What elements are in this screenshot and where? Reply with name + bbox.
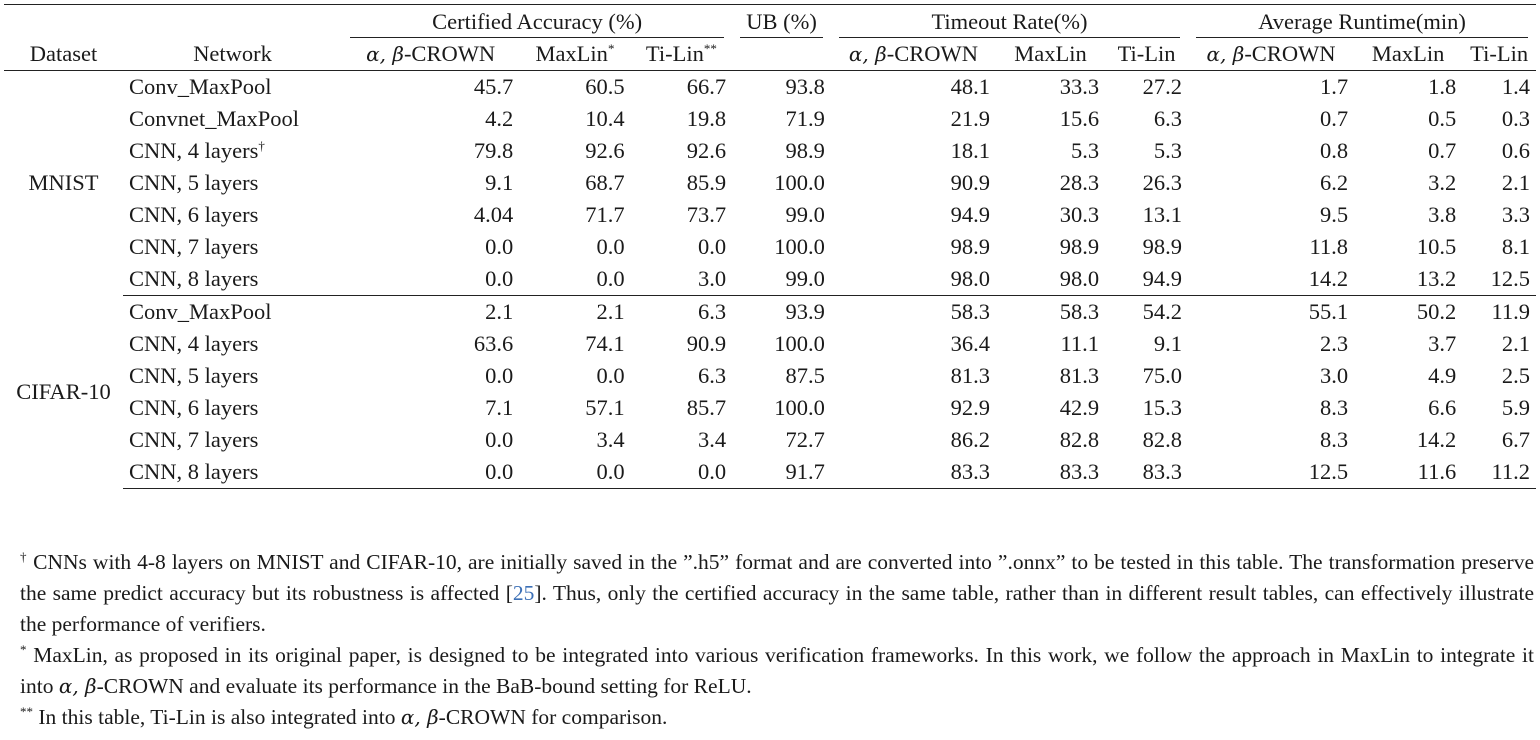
ca-maxlin-cell: 0.0	[596, 234, 625, 259]
footnote-mark: *	[607, 41, 615, 56]
table-row	[4, 360, 1536, 392]
to-crown-cell: 90.9	[950, 170, 990, 195]
rt-crown-cell: 9.5	[1319, 202, 1349, 227]
table-row	[4, 231, 1536, 263]
rt-crown-cell: 0.8	[1319, 138, 1349, 163]
to-tilin-cell: 83.3	[1105, 456, 1188, 489]
ub-cell: 93.8	[785, 74, 825, 99]
rt-crown-cell: 11.8	[1309, 234, 1349, 259]
header-dataset: Dataset	[4, 38, 123, 71]
to-tilin-cell: 82.8	[1142, 427, 1183, 452]
network-name: CNN, 6 layers	[129, 395, 259, 420]
network-name: CNN, 7 layers	[129, 234, 259, 259]
rt-tilin-cell: 8.1	[1501, 234, 1530, 259]
footnote-text: -CROWN and evaluate its performance in the BaB-bound setting for ReLU.	[96, 674, 752, 698]
ub-cell: 72.7	[785, 427, 825, 452]
rt-tilin-cell: 6.7	[1501, 427, 1530, 452]
table-row	[4, 328, 1536, 360]
footnote	[20, 640, 1534, 702]
rt-maxlin-cell: 0.7	[1428, 138, 1457, 163]
rt-crown-cell: 12.5	[1188, 456, 1354, 489]
ca-crown-cell: 0.0	[342, 263, 519, 296]
to-crown-cell: 21.9	[950, 106, 990, 131]
table-row	[4, 103, 1536, 135]
ca-crown-cell: 63.6	[473, 331, 514, 356]
ca-crown-cell: 0.0	[485, 363, 514, 388]
ub-cell: 100.0	[774, 170, 825, 195]
ub-cell: 100.0	[774, 234, 825, 259]
footnote-text: In this table, Ti-Lin is also integrated into	[33, 705, 401, 729]
ca-tilin-cell: 3.0	[631, 263, 733, 296]
to-maxlin-cell: 98.9	[1059, 234, 1100, 259]
network-name: CNN, 8 layers	[123, 456, 342, 489]
ca-tilin-cell: 0.0	[631, 456, 733, 489]
ca-maxlin-cell: 57.1	[585, 395, 625, 420]
footnote-mark: †	[258, 138, 265, 153]
to-tilin-cell: 27.2	[1142, 74, 1183, 99]
to-maxlin-cell: 33.3	[1059, 74, 1100, 99]
network-name: Convnet_MaxPool	[129, 106, 300, 131]
rt-maxlin-cell: 4.9	[1428, 363, 1457, 388]
ub-cell: 99.0	[732, 263, 831, 296]
ca-crown-cell: 4.04	[473, 202, 514, 227]
rt-maxlin-cell: 3.2	[1428, 170, 1457, 195]
table-row	[4, 392, 1536, 424]
to-tilin-cell: 13.1	[1142, 202, 1183, 227]
rt-tilin-cell: 5.9	[1501, 395, 1530, 420]
math-symbol: α, β	[400, 705, 439, 729]
citation-link[interactable]: 25	[512, 581, 535, 605]
footnote-mark: †	[20, 549, 28, 564]
network-name: CNN, 7 layers	[129, 427, 259, 452]
to-tilin-cell: 54.2	[1142, 299, 1183, 324]
table-row	[4, 135, 1536, 167]
to-tilin-cell: 6.3	[1153, 106, 1183, 131]
ca-crown-cell: 0.0	[485, 234, 514, 259]
rt-maxlin-cell: 3.7	[1428, 331, 1457, 356]
ca-tilin-cell: 6.3	[698, 363, 727, 388]
table-body	[4, 71, 1536, 489]
to-tilin-cell: 75.0	[1142, 363, 1183, 388]
to-maxlin-cell: 58.3	[1059, 299, 1100, 324]
network-name: CNN, 4 layers†	[129, 138, 265, 163]
rt-tilin-cell: 3.3	[1501, 202, 1530, 227]
header-ub: UB (%)	[732, 5, 831, 39]
ca-maxlin-cell: 0.0	[596, 363, 625, 388]
rt-maxlin-cell: 14.2	[1416, 427, 1457, 452]
rt-tilin-cell: 2.1	[1501, 170, 1530, 195]
ca-tilin-cell: 85.9	[686, 170, 727, 195]
footnote-text: ]. Thus, only the certified accuracy in the same table, rather than in different result tables, can effectively illustrate the performance of verifiers.	[20, 581, 1534, 636]
network-name: Conv_MaxPool	[129, 299, 272, 324]
to-crown-cell: 92.9	[950, 395, 990, 420]
rt-crown-cell: 8.3	[1319, 427, 1349, 452]
to-maxlin-cell: 81.3	[1059, 363, 1100, 388]
to-maxlin-cell: 82.8	[1059, 427, 1100, 452]
ca-tilin-cell: 66.7	[686, 74, 727, 99]
ca-crown-cell: 45.7	[473, 74, 514, 99]
ca-crown-cell: 79.8	[473, 138, 514, 163]
header-to-tilin: Ti-Lin	[1105, 38, 1188, 71]
ub-cell: 99.0	[785, 202, 825, 227]
ca-maxlin-cell: 74.1	[585, 331, 625, 356]
ca-maxlin-cell: 10.4	[585, 106, 625, 131]
to-crown-cell: 98.9	[950, 234, 990, 259]
table-row	[4, 199, 1536, 231]
ub-cell: 93.9	[785, 299, 825, 324]
rt-tilin-cell: 0.6	[1501, 138, 1530, 163]
to-maxlin-cell: 83.3	[996, 456, 1105, 489]
rt-crown-cell: 0.7	[1319, 106, 1349, 131]
footnote-text: [	[505, 581, 513, 605]
to-crown-cell: 94.9	[950, 202, 990, 227]
ca-tilin-cell: 73.7	[686, 202, 727, 227]
ca-crown-cell: 0.0	[342, 456, 519, 489]
header-ub-empty	[732, 38, 831, 71]
rt-crown-cell: 2.3	[1319, 331, 1349, 356]
to-crown-cell: 86.2	[950, 427, 990, 452]
to-crown-cell: 18.1	[950, 138, 990, 163]
header-rt-tilin: Ti-Lin	[1462, 38, 1536, 71]
network-name: CNN, 5 layers	[129, 363, 259, 388]
footnote-text: CNNs with 4-8 layers on MNIST and CIFAR-10, are initially saved in the ”.h5” format and are converted into ”.onnx” to be tested in this table. The transformation preserve the same predict accuracy but its robustness is affected	[20, 550, 1535, 605]
to-maxlin-cell: 98.0	[996, 263, 1105, 296]
dataset-label: CIFAR-10	[16, 379, 111, 404]
rt-tilin-cell: 12.5	[1462, 263, 1536, 296]
rt-maxlin-cell: 10.5	[1416, 234, 1457, 259]
rt-tilin-cell: 2.1	[1501, 331, 1530, 356]
ub-cell: 100.0	[774, 395, 825, 420]
to-tilin-cell: 26.3	[1142, 170, 1183, 195]
to-maxlin-cell: 11.1	[1060, 331, 1100, 356]
to-tilin-cell: 9.1	[1153, 331, 1183, 356]
to-maxlin-cell: 30.3	[1059, 202, 1100, 227]
footnote-text: -CROWN for comparison.	[438, 705, 668, 729]
ca-tilin-cell: 85.7	[686, 395, 727, 420]
header-to-crown: α, β-CROWN	[831, 38, 996, 71]
table-row	[4, 263, 1536, 296]
to-crown-cell: 48.1	[950, 74, 990, 99]
ca-maxlin-cell: 68.7	[585, 170, 625, 195]
header-to-maxlin: MaxLin	[996, 38, 1105, 71]
to-maxlin-cell: 42.9	[1059, 395, 1100, 420]
rt-maxlin-cell: 0.5	[1428, 106, 1457, 131]
ca-maxlin-cell: 92.6	[585, 138, 625, 163]
to-tilin-cell: 5.3	[1153, 138, 1183, 163]
to-crown-cell: 98.0	[831, 263, 996, 296]
rt-maxlin-cell: 3.8	[1428, 202, 1457, 227]
ca-crown-cell: 9.1	[485, 170, 514, 195]
footnote-mark: **	[703, 41, 717, 56]
ca-maxlin-cell: 2.1	[596, 299, 625, 324]
to-tilin-cell: 15.3	[1142, 395, 1183, 420]
header-average-runtime: Average Runtime(min)	[1188, 5, 1536, 39]
ca-crown-cell: 2.1	[485, 299, 514, 324]
ca-crown-cell: 7.1	[485, 395, 514, 420]
to-crown-cell: 83.3	[831, 456, 996, 489]
rt-tilin-cell: 11.9	[1491, 299, 1530, 324]
network-name: CNN, 4 layers	[129, 331, 259, 356]
header-rt-crown: α, β-CROWN	[1188, 38, 1354, 71]
to-crown-cell: 81.3	[950, 363, 990, 388]
rt-crown-cell: 3.0	[1319, 363, 1349, 388]
ca-tilin-cell: 3.4	[698, 427, 727, 452]
to-tilin-cell: 98.9	[1142, 234, 1183, 259]
table-row	[4, 456, 1536, 489]
table-row	[4, 424, 1536, 456]
table-header	[4, 5, 1536, 71]
header-network: Network	[123, 38, 342, 71]
to-tilin-cell: 94.9	[1105, 263, 1188, 296]
rt-maxlin-cell: 11.6	[1354, 456, 1462, 489]
footnotes	[20, 547, 1534, 733]
math-symbol: α, β	[58, 674, 97, 698]
ub-cell: 98.9	[785, 138, 825, 163]
ca-tilin-cell: 19.8	[686, 106, 727, 131]
footnote-mark: **	[20, 704, 33, 719]
ub-cell: 71.9	[785, 106, 825, 131]
rt-crown-cell: 14.2	[1188, 263, 1354, 296]
ub-cell: 87.5	[785, 363, 825, 388]
ca-tilin-cell: 0.0	[698, 234, 727, 259]
rt-crown-cell: 1.7	[1319, 74, 1349, 99]
rt-maxlin-cell: 1.8	[1428, 74, 1457, 99]
to-crown-cell: 36.4	[950, 331, 990, 356]
rt-crown-cell: 8.3	[1319, 395, 1349, 420]
ca-maxlin-cell: 71.7	[585, 202, 625, 227]
to-crown-cell: 58.3	[950, 299, 990, 324]
to-maxlin-cell: 28.3	[1059, 170, 1100, 195]
ca-tilin-cell: 90.9	[686, 331, 727, 356]
header-timeout-rate: Timeout Rate(%)	[831, 5, 1188, 39]
ca-maxlin-cell: 60.5	[585, 74, 625, 99]
header-ca-tilin: Ti-Lin**	[631, 38, 733, 71]
to-maxlin-cell: 15.6	[1059, 106, 1100, 131]
ca-maxlin-cell: 0.0	[519, 456, 630, 489]
network-name: CNN, 6 layers	[129, 202, 259, 227]
rt-maxlin-cell: 6.6	[1428, 395, 1457, 420]
rt-tilin-cell: 0.3	[1501, 106, 1530, 131]
rt-crown-cell: 55.1	[1308, 299, 1349, 324]
table-row	[4, 296, 1536, 329]
ca-crown-cell: 0.0	[485, 427, 514, 452]
to-maxlin-cell: 5.3	[1070, 138, 1100, 163]
header-ca-maxlin: MaxLin*	[519, 38, 630, 71]
dataset-label: MNIST	[28, 170, 99, 196]
network-name: CNN, 5 layers	[129, 170, 259, 195]
table-row	[4, 167, 1536, 199]
ca-maxlin-cell: 0.0	[519, 263, 630, 296]
header-certified-accuracy: Certified Accuracy (%)	[342, 5, 732, 39]
footnote-mark: *	[20, 642, 27, 657]
network-name: CNN, 8 layers	[123, 263, 342, 296]
ub-cell: 100.0	[774, 331, 825, 356]
header-ca-crown: α, β-CROWN	[342, 38, 519, 71]
rt-crown-cell: 6.2	[1319, 170, 1349, 195]
footnote	[20, 547, 1534, 640]
rt-maxlin-cell: 50.2	[1416, 299, 1457, 324]
footnote	[20, 702, 1534, 733]
table-row	[4, 71, 1536, 104]
rt-tilin-cell: 11.2	[1462, 456, 1536, 489]
ca-tilin-cell: 6.3	[698, 299, 727, 324]
rt-tilin-cell: 2.5	[1501, 363, 1530, 388]
ub-cell: 91.7	[732, 456, 831, 489]
results-table	[4, 4, 1536, 489]
rt-tilin-cell: 1.4	[1501, 74, 1530, 99]
ca-crown-cell: 4.2	[485, 106, 514, 131]
network-name: Conv_MaxPool	[129, 74, 272, 99]
ca-tilin-cell: 92.6	[686, 138, 727, 163]
ca-maxlin-cell: 3.4	[596, 427, 625, 452]
rt-maxlin-cell: 13.2	[1354, 263, 1462, 296]
header-rt-maxlin: MaxLin	[1354, 38, 1462, 71]
footnote-text: MaxLin, as proposed in its original paper, is designed to be integrated into various verification frameworks. In this work, we follow the approach in MaxLin to integrate it into	[20, 643, 1534, 698]
